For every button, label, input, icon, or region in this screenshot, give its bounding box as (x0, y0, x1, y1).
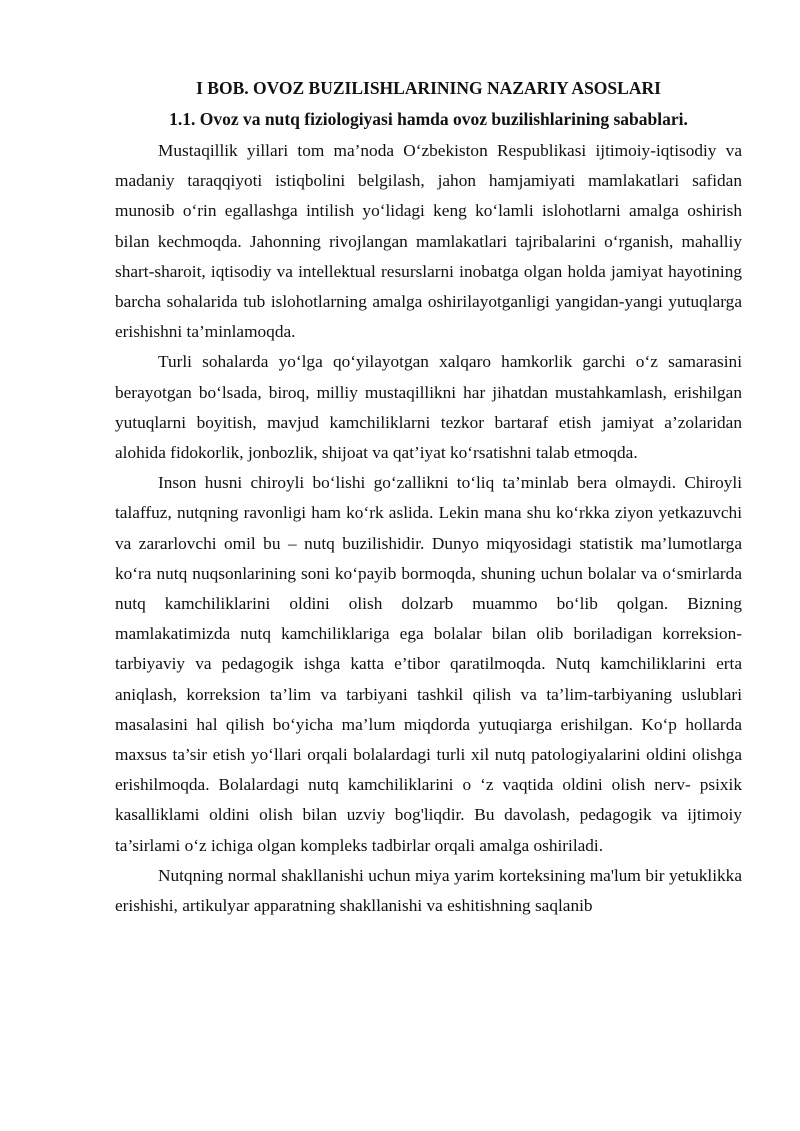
paragraph-3: Inson husni chiroyli bo‘lishi go‘zallikni to‘liq ta’minlab bera olmaydi. Chiroyli talaffuz, nutqning ravonligi ham ko‘rk aslida. Lekin mana shu ko‘rkka ziyon yetkazuvchi va zararlovchi omil bu – nutq buzilishidir. Dunyo miqyosidagi statistik ma’lumotlarga ko‘ra nutq nuqsonlarining soni ko‘payib bormoqda, shuning uchun bolalar va o‘smirlarda nutq kamchiliklarini oldini olish dolzarb muammo bo‘lib qolgan. Bizning mamlakatimizda nutq kamchiliklariga ega bolalar bilan olib boriladigan korreksion-tarbiyaviy va pedagogik ishga katta e’tibor qaratilmoqda. Nutq kamchiliklarini erta aniqlash, korreksion ta’lim va tarbiyani tashkil qilish va ta’lim-tarbiyaning uslublari masalasini hal qilish bo‘yicha ma’lum miqdorda yutuqiarga erishilgan. Ko‘p hollarda maxsus ta’sir etish yo‘llari orqali bolalardagi turli xil nutq patologiyalarini oldini olishga erishilmoqda. Bolalardagi nutq kamchiliklarini o ‘z vaqtida oldini olish nerv- psixik kasalliklami oldini olish bilan uzviy bog'liqdir. Bu davolash, pedagogik va ijtimoiy ta’sirlami o‘z ichiga olgan kompleks tadbirlar orqali amalga oshiriladi. (115, 473, 742, 855)
chapter-title: I BOB. OVOZ BUZILISHLARINING NAZARIY ASOSLARI (196, 78, 661, 98)
page-content (115, 74, 742, 921)
section-title: 1.1. Ovoz va nutq fiziologiyasi hamda ovoz buzilishlarining sabablari. (169, 109, 688, 129)
paragraph-2: Turli sohalarda yo‘lga qo‘yilayotgan xalqaro hamkorlik garchi o‘z samarasini berayotgan bo‘lsada, biroq, milliy mustaqillikni har jihatdan mustahkamlash, erishilgan yutuqlarni boyitish, mavjud kamchiliklarni tezkor bartaraf etish jamiyat a’zolaridan alohida fidokorlik, jonbozlik, shijoat va qat’iyat ko‘rsatishni talab etmoqda. (115, 352, 742, 463)
paragraph-1: Mustaqillik yillari tom ma’noda O‘zbekiston Respublikasi ijtimoiy-iqtisodiy va madaniy taraqqiyoti istiqbolini belgilash, jahon hamjamiyati mamlakatlari safidan munosib o‘rin egallashga intilish yo‘lidagi keng ko‘lamli islohotlarni amalga oshirish bilan kechmoqda. Jahonning rivojlangan mamlakatlari tajribalarini o‘rganish, mahalliy shart-sharoit, iqtisodiy va intellektual resurslarni inobatga olgan holda jamiyat hayotining barcha sohalarida tub islohotlarning amalga oshirilayotganligi yangidan-yangi yutuqlarga erishishni ta’minlamoqda. (115, 141, 742, 342)
paragraph-4: Nutqning normal shakllanishi uchun miya yarim korteksining ma'lum bir yetuklikka erishishi, artikulyar apparatning shakllanishi va eshitishning saqlanib (115, 865, 742, 916)
